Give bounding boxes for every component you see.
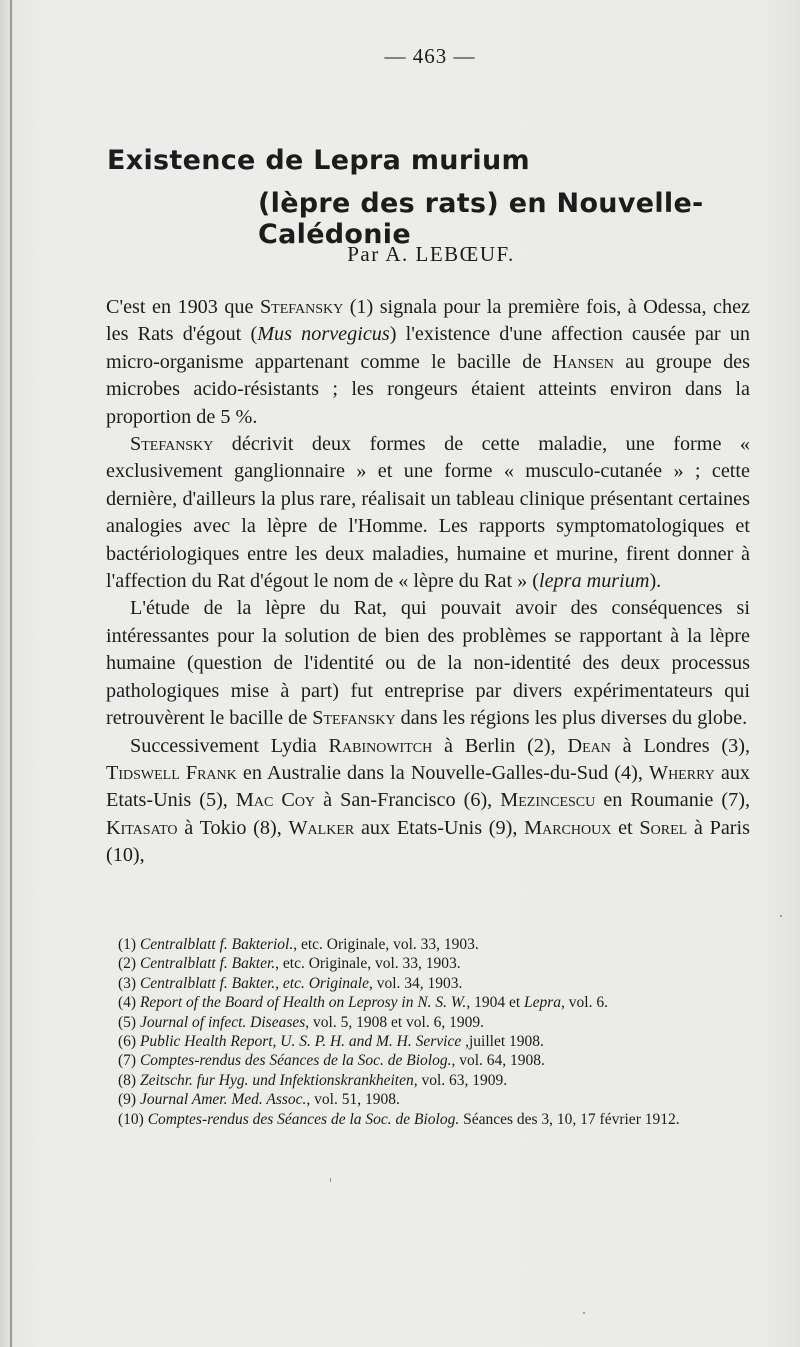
author-name-sorel: Sorel	[639, 816, 688, 839]
author-name-maccoy: Mac Coy	[235, 789, 316, 812]
footnote-number: (1)	[118, 936, 140, 953]
footnotes	[100, 935, 740, 1129]
citation-title: Comptes-rendus des Séances de la Soc. de Biolog.	[147, 1110, 460, 1128]
footnote-6	[100, 1032, 740, 1051]
citation-details: , vol. 51, 1908.	[306, 1091, 400, 1109]
footnote-2	[100, 954, 740, 973]
footnote-7	[100, 1051, 740, 1070]
citation-details: , vol. 6.	[561, 994, 608, 1012]
author-name-wherry: Wherry	[649, 761, 715, 784]
citation-title: Centralblatt f. Bakteriol.	[139, 936, 294, 953]
paragraph-1	[106, 294, 750, 431]
paper-speck	[330, 1178, 331, 1182]
species-name: Mus norvegicus	[257, 323, 390, 346]
citation-details: , vol. 5, 1908 et vol. 6, 1909.	[305, 1013, 484, 1031]
article-title-line1: Existence de Lepra murium	[107, 145, 530, 176]
author-name-tidswell: Tidswell Frank	[106, 761, 237, 784]
text-run: à Paris (10),	[106, 816, 750, 867]
footnote-number: (3)	[118, 974, 140, 992]
text-run: L'étude de la lèpre du Rat, qui pouvait avoir des conséquences si intéressantes pour la solution de bien des problèmes se rapportant à la lèpre humaine (question de l'identité ou de la non-identité des deux processus pathologiques mise à part) fut entreprise par divers expérimentateurs qui retrouvèrent le bacille de	[106, 597, 750, 730]
footnote-1	[100, 935, 740, 954]
footnote-3	[100, 974, 740, 993]
footnote-10	[100, 1110, 740, 1129]
article-body	[106, 294, 750, 870]
text-run: en Australie dans la Nouvelle-Galles-du-Sud (4),	[236, 761, 650, 784]
author-name-walker: Walker	[288, 816, 355, 839]
footnote-8	[100, 1071, 740, 1090]
citation-details: , vol. 64, 1908.	[451, 1052, 545, 1070]
author-name-kitasato: Kitasato	[106, 816, 178, 839]
citation-title: Centralblatt f. Bakter., etc. Originale	[139, 974, 369, 992]
footnote-number: (9)	[118, 1091, 140, 1109]
citation-title: Zeitschr. fur Hyg. und Infektionskrankheiten	[139, 1071, 414, 1089]
paper-speck	[583, 1312, 585, 1314]
text-run: décrivit deux formes de cette maladie, une forme « exclusivement ganglionnaire » et une forme « musculo-cutanée » ; cette dernière, d'ailleurs la plus rare, réalisait un tableau clinique présentant certaines analogies avec la lèpre de l'Homme. Les rapports symptomatologiques et bactériologiques entre les deux maladies, humaine et murine, firent donner à l'affection du Rat d'égout le nom de « lèpre du Rat » (	[106, 433, 750, 593]
paragraph-2	[106, 431, 750, 595]
paper-speck	[780, 915, 782, 917]
citation-details: , etc. Originale, vol. 33, 1903.	[293, 936, 479, 953]
text-run: à Londres (3),	[610, 734, 750, 757]
author-name-mezincescu: Mezincescu	[500, 789, 596, 812]
footnote-5	[100, 1013, 740, 1032]
citation-title: Centralblatt f. Bakter.	[139, 955, 276, 973]
citation-details: , 1904 et	[466, 994, 524, 1012]
citation-title: Comptes-rendus des Séances de la Soc. de Biolog.	[139, 1052, 452, 1070]
citation-details: ,juillet 1908.	[461, 1033, 544, 1051]
citation-details: , vol. 34, 1903.	[368, 974, 463, 992]
text-run: à Tokio (8),	[177, 816, 289, 839]
text-run: en Roumanie (7),	[595, 789, 750, 812]
page-number: — 463 —	[384, 44, 476, 68]
author-byline: Par A. LEBŒUF.	[347, 242, 515, 266]
footnote-number: (2)	[118, 955, 140, 973]
text-run: aux Etats-Unis (5),	[106, 761, 751, 812]
paragraph-3	[106, 595, 750, 732]
footnote-number: (6)	[118, 1033, 140, 1051]
text-run: aux Etats-Unis (9),	[354, 816, 525, 839]
text-run: ).	[649, 570, 662, 593]
paragraph-4	[106, 733, 750, 870]
footnote-number: (10)	[118, 1110, 148, 1128]
citation-title: Report of the Board of Health on Leprosy in N. S. W.	[139, 994, 467, 1012]
citation-details: , vol. 63, 1909.	[413, 1071, 508, 1089]
text-run: dans les régions les plus diverses du globe.	[395, 707, 748, 730]
footnote-number: (7)	[118, 1052, 140, 1070]
footnote-number: (5)	[118, 1013, 140, 1031]
author-name-stefansky: Stefansky	[130, 433, 214, 456]
text-run: ) l'existence d'une affection causée par un micro-organisme appartenant comme le bacille de	[106, 323, 751, 373]
text-run: au groupe des microbes acido-résistants ; les rongeurs étaient atteints environ dans la proportion de 5 %.	[106, 350, 750, 428]
author-name-stefansky: Stefansky	[312, 707, 396, 730]
footnote-number: (8)	[118, 1071, 140, 1089]
citation-title: Public Health Report, U. S. P. H. and M. H. Service	[139, 1033, 462, 1051]
author-name-rabinowitch: Rabinowitch	[328, 734, 433, 757]
text-run: à Berlin (2),	[432, 734, 568, 757]
footnote-4	[100, 993, 740, 1012]
text-run: (1) signala pour la première fois, à Odessa, chez les Rats d'égout (	[106, 296, 750, 346]
author-name-dean: Dean	[567, 734, 611, 757]
citation-title: Lepra	[524, 994, 562, 1012]
citation-title: Journal Amer. Med. Assoc.	[139, 1091, 307, 1109]
author-name-hansen: Hansen	[552, 350, 614, 373]
text-run: et	[611, 816, 640, 839]
text-run: à San-Francisco (6),	[315, 789, 501, 812]
footnote-number: (4)	[118, 994, 140, 1012]
binding-edge	[10, 0, 12, 1347]
citation-details: , etc. Originale, vol. 33, 1903.	[275, 955, 461, 973]
author-name-marchoux: Marchoux	[524, 816, 612, 839]
text-run: Successivement Lydia	[130, 734, 329, 757]
text-run: C'est en 1903 que	[106, 296, 260, 318]
author-name-stefansky: Stefansky	[259, 296, 344, 318]
disease-name: lepra murium	[538, 570, 650, 593]
citation-title: Journal of infect. Diseases	[139, 1013, 306, 1031]
citation-details: Séances des 3, 10, 17 février 1912.	[459, 1110, 680, 1128]
article-title-line2: (lèpre des rats) en Nouvelle-Calédonie	[258, 188, 704, 250]
footnote-9	[100, 1090, 740, 1109]
